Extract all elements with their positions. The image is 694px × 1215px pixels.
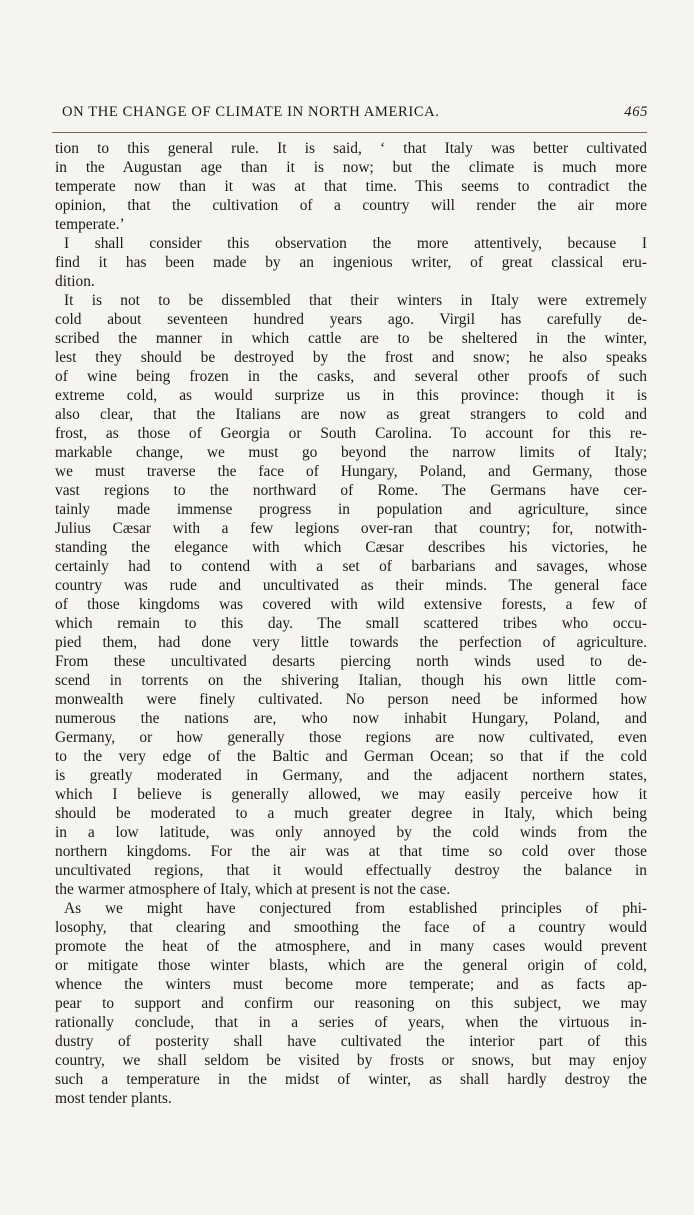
header-rule — [52, 132, 647, 133]
text-line: rationally conclude, that in a series of years, when the virtuous in- — [55, 1014, 647, 1031]
text-line: scend in torrents on the shivering Italian, though his own little com- — [55, 672, 647, 689]
text-line: whence the winters must become more temperate; and as facts ap- — [55, 976, 647, 993]
text-line: vast regions to the northward of Rome. The Germans have cer- — [55, 482, 647, 499]
text-line: the warmer atmosphere of Italy, which at present is not the case. — [55, 881, 451, 898]
text-line: which I believe is generally allowed, we may easily perceive how it — [55, 786, 647, 803]
text-line: frost, as those of Georgia or South Carolina. To account for this re- — [55, 425, 647, 442]
text-line: is greatly moderated in Germany, and the adjacent northern states, — [55, 767, 647, 784]
text-line: of those kingdoms was covered with wild extensive forests, a few of — [55, 596, 647, 613]
text-line: we must traverse the face of Hungary, Poland, and Germany, those — [55, 463, 647, 480]
text-line: such a temperature in the midst of winter, as shall hardly destroy the — [55, 1071, 647, 1088]
text-line: pear to support and confirm our reasoning on this subject, we may — [55, 995, 647, 1012]
text-line: From these uncultivated desarts piercing north winds used to de- — [55, 653, 647, 670]
text-line: tainly made immense progress in population and agriculture, since — [55, 501, 647, 518]
text-line: should be moderated to a much greater degree in Italy, which being — [55, 805, 647, 822]
page-number: 465 — [624, 104, 648, 120]
text-line: pied them, had done very little towards the perfection of agriculture. — [55, 634, 647, 651]
text-line: standing the elegance with which Cæsar describes his victories, he — [55, 539, 647, 556]
text-line: cold about seventeen hundred years ago. Virgil has carefully de- — [55, 311, 647, 328]
text-line: I shall consider this observation the more attentively, because I — [64, 235, 647, 252]
text-line: monwealth were finely cultivated. No person need be informed how — [55, 691, 647, 708]
text-line: scribed the manner in which cattle are to be sheltered in the winter, — [55, 330, 647, 347]
text-line: country was rude and uncultivated as their minds. The general face — [55, 577, 647, 594]
text-line: markable change, we must go beyond the narrow limits of Italy; — [55, 444, 647, 461]
text-line: dustry of posterity shall have cultivated the interior part of this — [55, 1033, 647, 1050]
text-line: in a low latitude, was only annoyed by the cold winds from the — [55, 824, 647, 841]
text-line: lest they should be destroyed by the frost and snow; he also speaks — [55, 349, 647, 366]
text-line: in the Augustan age than it is now; but the climate is much more — [55, 159, 647, 176]
text-line: numerous the nations are, who now inhabit Hungary, Poland, and — [55, 710, 647, 727]
text-line: As we might have conjectured from established principles of phi- — [64, 900, 647, 917]
text-line: uncultivated regions, that it would effectually destroy the balance in — [55, 862, 647, 879]
text-line: most tender plants. — [55, 1090, 172, 1107]
running-title: ON THE CHANGE OF CLIMATE IN NORTH AMERICA. — [62, 104, 440, 120]
text-line: Julius Cæsar with a few legions over-ran that country; for, notwith- — [55, 520, 647, 537]
text-line: of wine being frozen in the casks, and several other proofs of such — [55, 368, 647, 385]
text-line: It is not to be dissembled that their winters in Italy were extremely — [64, 292, 647, 309]
running-header — [52, 104, 648, 126]
text-line: Germany, or how generally those regions are now cultivated, even — [55, 729, 647, 746]
text-line: extreme cold, as would surprize us in this province: though it is — [55, 387, 647, 404]
text-line: tion to this general rule. It is said, ‘ that Italy was better cultivated — [55, 140, 647, 157]
text-line: country, we shall seldom be visited by frosts or snows, but may enjoy — [55, 1052, 647, 1069]
text-line: opinion, that the cultivation of a country will render the air more — [55, 197, 647, 214]
text-line: which remain to this day. The small scattered tribes who occu- — [55, 615, 647, 632]
body-text — [55, 139, 647, 1108]
text-line: also clear, that the Italians are now as great strangers to cold and — [55, 406, 647, 423]
text-line: dition. — [55, 273, 95, 290]
text-line: temperate now than it was at that time. This seems to contradict the — [55, 178, 647, 195]
text-line: losophy, that clearing and smoothing the face of a country would — [55, 919, 647, 936]
text-line: northern kingdoms. For the air was at that time so cold over those — [55, 843, 647, 860]
text-line: to the very edge of the Baltic and German Ocean; so that if the cold — [55, 748, 647, 765]
text-line: promote the heat of the atmosphere, and in many cases would prevent — [55, 938, 647, 955]
text-line: temperate.’ — [55, 216, 125, 233]
text-line: or mitigate those winter blasts, which are the general origin of cold, — [55, 957, 647, 974]
text-line: find it has been made by an ingenious writer, of great classical eru- — [55, 254, 647, 271]
text-line: certainly had to contend with a set of barbarians and savages, whose — [55, 558, 647, 575]
